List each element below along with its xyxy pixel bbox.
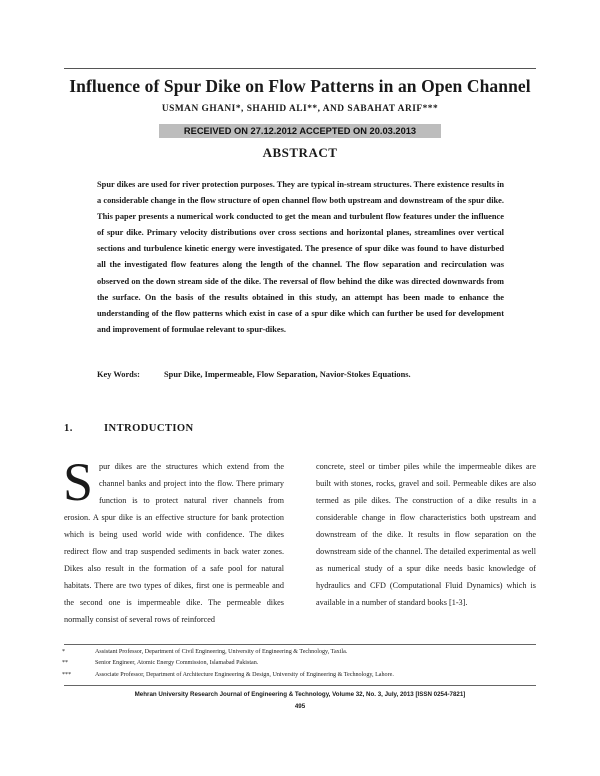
top-rule	[64, 68, 536, 69]
section-heading-introduction	[64, 423, 364, 434]
keywords-label: Key Words:	[97, 370, 140, 379]
intro-right-text: concrete, steel or timber piles while the impermeable dikes are built with stones, rocks, gravel and soil. Permeable dikes are also termed as pile dikes. The construction of a dike results in a considerable change in flow characteristics both upstream and downstream of the dike. It results in flow separation on the downstream side of the channel. The detailed experimental as well as numerical study of a spur dike needs basic knowledge of hydraulics and CFD (Computational Fluid Dynamics) which is available in a number of standard books [1-3].	[316, 462, 536, 608]
footnote-text: Associate Professor, Department of Architecture Engineering & Design, University of Engineering & Technology, Lahore.	[95, 671, 394, 678]
footnote-mark: *	[62, 649, 66, 655]
footnote	[62, 658, 542, 669]
section-title: INTRODUCTION	[104, 423, 194, 434]
section-number: 1.	[64, 423, 73, 434]
footnote-rule	[64, 644, 536, 645]
footnote-mark: ***	[62, 671, 72, 678]
paper-title: Influence of Spur Dike on Flow Patterns in an Open Channel	[69, 76, 531, 96]
footnote	[62, 670, 542, 681]
drop-cap: S	[63, 452, 94, 512]
abstract-body: Spur dikes are used for river protection purposes. They are typical in-stream structures. There existence results in a considerable change in the flow structure of open channel flow both upstream and downstream of the spur dike. This paper presents a numerical work conducted to get the mean and turbulent flow features under the influence of spur dike. Primary velocity distributions over cross sections and horizontal planes, streamlines over vertical sections and turbulence kinetic energy were investigated. The presence of spur dike was found to have disturbed all the investigated flow features along the length of the channel. The flow separation and recirculation was observed on the down stream side of the dike. The reversal of flow behind the dike was directed downwards from the surface. On the basis of the results obtained in this study, an attempt has been made to enhance the understanding of the flow patterns which exist in case of a spur dike which can further be used for development and improvement of formulae relevant to spur-dikes.	[97, 180, 504, 334]
keywords-text: Spur Dike, Impermeable, Flow Separation, Navior-Stokes Equations.	[164, 370, 411, 379]
intro-left-text: pur dikes are the structures which extend from the channel banks and project into the flow. There primary function is to protect natural river channels from erosion. A spur dike is an effective structure for bank protection which is being used world wide with confidence. The dikes redirect flow and trap suspended sediments in back water zones. Dikes also result in the formation of a safe pool for natural habitats. There are two types of dikes, first one is permeable and the second one is impermeable dike. The permeable dikes normally consist of several rows of reinforced	[64, 462, 284, 625]
footnote-mark: **	[62, 660, 69, 667]
page-number: 495	[294, 703, 306, 710]
intro-right-column	[316, 458, 536, 611]
footnotes	[62, 647, 542, 681]
footnote	[62, 647, 542, 658]
keywords	[97, 369, 517, 381]
footnote-text: Assistant Professor, Department of Civil Engineering, University of Engineering & Technology, Taxila.	[95, 649, 348, 655]
intro-left-column	[63, 452, 284, 628]
received-dates-banner: RECEIVED ON 27.12.2012 ACCEPTED ON 20.03.2013	[159, 124, 441, 138]
journal-citation: Mehran University Research Journal of Engineering & Technology, Volume 32, No. 3, July, 2013 [ISSN 0254-7821]	[134, 691, 466, 698]
footnote-text: Senior Engineer, Atomic Energy Commission, Islamabad Pakistan.	[95, 660, 259, 667]
abstract-heading: ABSTRACT	[262, 145, 338, 160]
footer-rule	[64, 685, 536, 686]
authors: USMAN GHANI*, SHAHID ALI**, AND SABAHAT ARIF***	[161, 104, 439, 114]
